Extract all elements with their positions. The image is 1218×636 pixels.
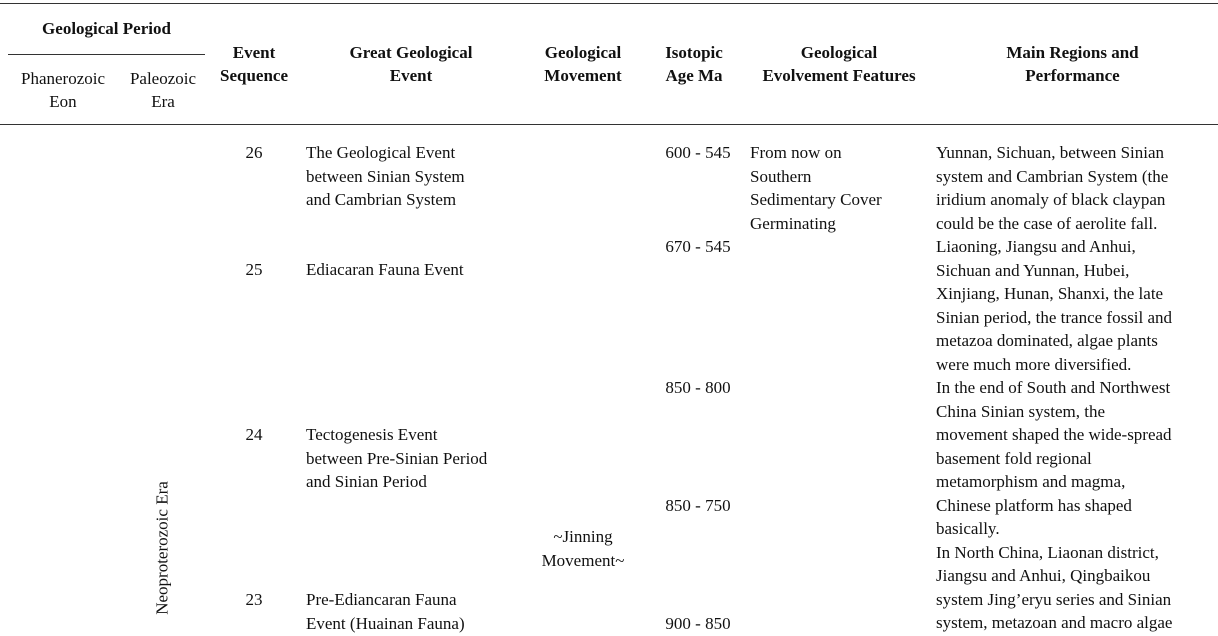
event-24-line3: and Sinian Period [306,472,427,491]
header-movement [528,41,638,87]
header-geological-line: Geological [544,43,622,62]
movement-text [528,525,638,572]
header-regions-line2: Performance [1025,66,1120,85]
evolvement-line2: Southern [750,166,812,186]
header-eon-line: Eon [49,92,77,111]
event-desc-25 [306,258,521,282]
event-seq-26: 26 [245,143,263,162]
header-paleozoic-line: Paleozoic [129,69,197,88]
event-desc-24 [306,423,521,494]
regions-line: In North China, Liaonan district, [936,542,1159,562]
header-regions-line1: Main Regions and [1006,43,1139,62]
regions-line: basically. [936,519,1000,538]
header-evolvement-line1: Geological [800,43,878,62]
age-2: 670 - 545 [665,237,731,256]
regions-line: system Jing’eryu series and Sinian [936,589,1172,609]
regions-line: iridium anomaly of black claypan [936,190,1166,209]
regions-line: China Sinian system, the [936,401,1106,421]
regions-line: basement fold regional [936,448,1092,468]
header-era-line: Era [151,92,175,111]
evolvement-line3: Sedimentary Cover [750,190,882,209]
regions-line: system, metazoan and macro algae [936,613,1173,632]
regions-line: Sinian period, the trance fossil and [936,307,1173,327]
header-great-event [305,41,517,87]
evolvement-line1: From now on [750,143,842,162]
evolvement-text [750,141,930,235]
regions-line: Yunnan, Sichuan, between Sinian [936,143,1165,162]
age-3: 850 - 800 [665,378,731,397]
event-26-line3: and Cambrian System [306,190,457,209]
evolvement-line4: Germinating [750,213,836,233]
regions-line: Liaoning, Jiangsu and Anhui, [936,237,1136,256]
movement-line2: Movement~ [541,550,625,570]
event-24-line1: Tectogenesis Event [306,425,438,444]
regions-text [936,141,1216,635]
regions-line: Jiangsu and Anhui, Qingbaikou [936,566,1151,585]
event-seq-23: 23 [245,590,263,609]
regions-line: metazoa dominated, algae plants [936,331,1158,350]
event-26-line2: between Sinian System [306,166,465,186]
header-movement-line: Movement [544,66,622,85]
header-sequence-line: Sequence [220,66,288,85]
event-23-line2: Event (Huainan Fauna) [306,613,465,633]
regions-line: Sichuan and Yunnan, Hubei, [936,260,1130,280]
header-bottom-rule [0,124,1218,125]
header-event-sequence [210,41,298,87]
header-regions [935,41,1210,87]
age-4: 850 - 750 [665,496,731,515]
event-seq-25: 25 [245,260,263,279]
table-top-rule [0,3,1218,4]
regions-line: movement shaped the wide-spread [936,425,1172,444]
header-geological-period: Geological Period [42,19,171,38]
regions-line: could be the case of aerolite fall. [936,213,1158,233]
age-5: 900 - 850 [665,614,731,633]
header-evolvement [745,41,933,87]
regions-line: Chinese platform has shaped [936,495,1132,515]
regions-line: In the end of South and Northwest [936,378,1171,397]
header-isotopic-line: Isotopic [665,43,723,62]
event-23-line1: Pre-Ediancaran Fauna [306,590,457,609]
header-event-line: Event [232,43,276,62]
header-phanerozoic-eon [8,67,118,113]
event-26-line1: The Geological Event [306,143,456,162]
event-24-line2: between Pre-Sinian Period [306,448,488,468]
era-vertical-label: Neoproterozoic Era [152,481,172,615]
event-seq-24: 24 [245,425,263,444]
event-25-line1: Ediacaran Fauna Event [306,260,464,279]
header-phanerozoic-line: Phanerozoic [20,69,106,88]
movement-line1: ~Jinning [553,527,613,546]
header-age-line: Age Ma [665,66,723,85]
event-desc-23 [306,588,521,635]
regions-line: metamorphism and magma, [936,472,1126,491]
regions-line: were much more diversified. [936,354,1132,374]
event-desc-26 [306,141,521,212]
header-great-event-line: Event [389,66,433,85]
header-great-line: Great Geological [349,43,473,62]
regions-line: Xinjiang, Hunan, Shanxi, the late [936,284,1164,303]
header-evolvement-line2: Evolvement Features [762,66,916,85]
period-underline [8,54,205,55]
header-paleozoic-era [118,67,208,113]
age-1: 600 - 545 [665,143,731,162]
regions-line: system and Cambrian System (the [936,166,1169,186]
header-isotopic-age [648,41,740,87]
